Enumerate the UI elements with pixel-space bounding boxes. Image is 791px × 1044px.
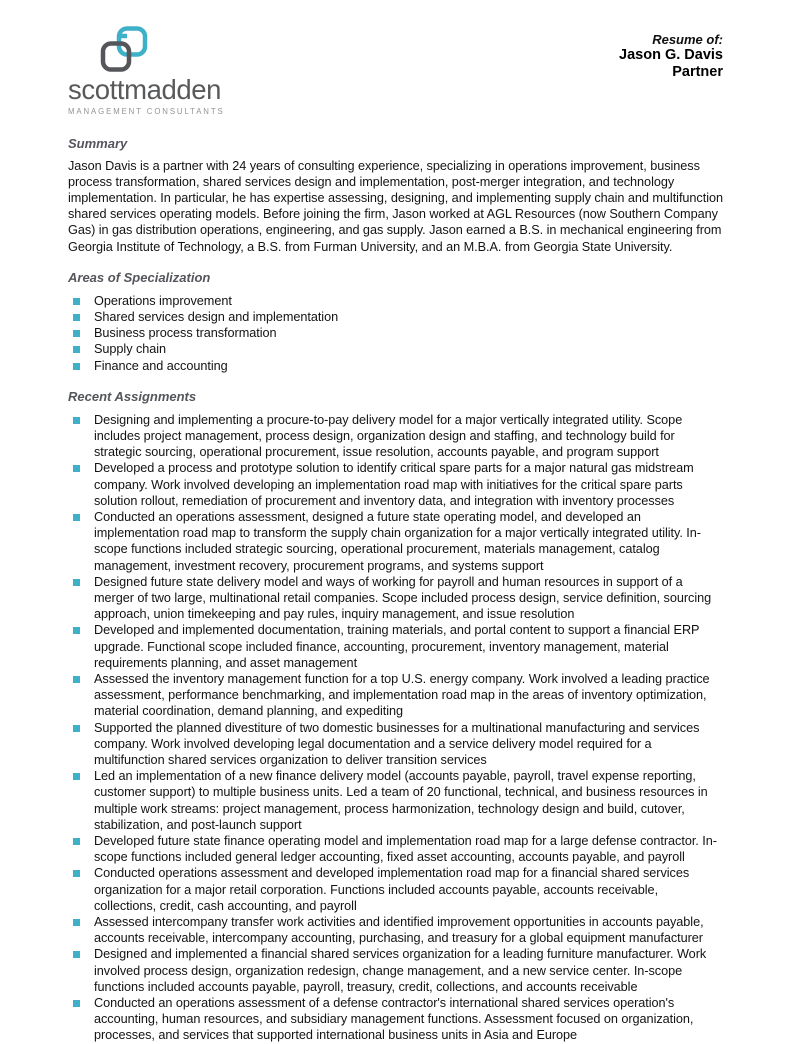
specialization-heading: Areas of Specialization bbox=[68, 269, 211, 285]
resume-of-block bbox=[619, 26, 723, 82]
specialization-list bbox=[68, 293, 723, 374]
specialization-item bbox=[68, 309, 723, 325]
bullet-square-icon bbox=[73, 1000, 80, 1007]
specialization-item-text: Shared services design and implementation bbox=[94, 309, 339, 324]
assignment-item bbox=[68, 622, 723, 671]
assignment-item-text: Designed and implemented a financial shared services organization for a leading furniture manufacturer. Work involved process design, organization redesign, change management, and a new service center. In-scope functions included accounts payable, payroll, treasury, credit, collections, and accounts receivable bbox=[94, 947, 707, 994]
bullet-square-icon bbox=[73, 725, 80, 732]
assignment-item bbox=[68, 509, 723, 574]
resume-of-label: Resume of: bbox=[652, 32, 723, 47]
assignment-item bbox=[68, 995, 723, 1044]
person-name: Jason G. Davis bbox=[619, 47, 723, 64]
brand-wordmark: scottmadden bbox=[68, 74, 222, 105]
bullet-square-icon bbox=[73, 298, 80, 305]
person-title: Partner bbox=[672, 64, 723, 81]
assignment-item bbox=[68, 574, 723, 623]
assignment-item bbox=[68, 865, 723, 914]
bullet-square-icon bbox=[73, 465, 80, 472]
summary-paragraph: Jason Davis is a partner with 24 years of consulting experience, specializing in operations improvement, business process transformation, shared services design and implementation, post-merger integration, and technology implementation. In particular, he has expertise assessing, designing, and implementing supply chain and multifunction shared services operating models. Before joining the firm, Jason worked at AGL Resources (now Southern Company Gas) in gas distribution operations, engineering, and gas supply. Jason earned a B.S. in mechanical engineering from Georgia Institute of Technology, a B.S. from Furman University, and an M.B.A. from Georgia State University. bbox=[68, 158, 723, 254]
bullet-square-icon bbox=[73, 870, 80, 877]
assignment-item bbox=[68, 914, 723, 946]
specialization-item bbox=[68, 293, 723, 309]
assignment-item-text: Designed future state delivery model and ways of working for payroll and human resources in support of a merger of two large, multinational retail companies. Scope included process design, service definition, sourcing approach, union timekeeping and pay rules, inquiry management, and issue resolution bbox=[94, 574, 712, 622]
summary-heading: Summary bbox=[68, 135, 128, 151]
assignment-item-text: Led an implementation of a new finance delivery model (accounts payable, payroll, travel expense reporting, customer support) to multiple business units. Led a team of 20 functional, technical, and business resources in multiple work streams: project management, process harmonization, technology design and build, cutover, stabilization, and post-launch support bbox=[94, 769, 708, 832]
assignment-item-text: Supported the planned divestiture of two domestic businesses for a multinational manufacturing and services company. Work involved developing legal documentation and a service delivery model required for a multifunction shared services organization to deliver transition services bbox=[94, 720, 700, 767]
specialization-item bbox=[68, 341, 723, 357]
assignment-item bbox=[68, 671, 723, 720]
assignment-item-text: Developed and implemented documentation, training materials, and portal content to support a financial ERP upgrade. Functional scope included finance, accounting, procurement, inventory management, material requirements planning, and asset management bbox=[94, 623, 700, 670]
section-summary bbox=[68, 136, 723, 255]
assignments-list bbox=[68, 412, 723, 1044]
bullet-square-icon bbox=[73, 417, 80, 424]
specialization-item-text: Operations improvement bbox=[94, 293, 232, 308]
specialization-item bbox=[68, 358, 723, 374]
assignment-item bbox=[68, 460, 723, 509]
specialization-item-text: Business process transformation bbox=[94, 326, 277, 341]
bullet-square-icon bbox=[73, 627, 80, 634]
assignment-item-text: Conducted operations assessment and developed implementation road map for a financial shared services organization for a major retail corporation. Functions included accounts payable, accounts receivable, collections, credit, cash accounting, and payroll bbox=[94, 866, 690, 913]
assignment-item-text: Conducted an operations assessment of a defense contractor's international shared services operation's accounting, human resources, and subsidiary management functions. Assessment focused on organization, processes, and services that supported international business units in Asia and Europe bbox=[94, 996, 694, 1043]
assignment-item-text: Developed a process and prototype solution to identify critical spare parts for a major natural gas midstream company. Work involved developing an implementation road map with initiatives for the critical spare parts solution rollout, remediation of procurement and inventory data, and integration with inventory processes bbox=[94, 461, 694, 508]
bullet-square-icon bbox=[73, 773, 80, 780]
bullet-square-icon bbox=[73, 676, 80, 683]
assignment-item-text: Designing and implementing a procure-to-pay delivery model for a major vertically integrated utility. Scope includes project management, process design, organization design and staffing, and technology build for strategic sourcing, operational procurement, issue resolution, accounts payable, and program support bbox=[94, 412, 683, 460]
assignment-item bbox=[68, 768, 723, 833]
assignment-item bbox=[68, 720, 723, 769]
assignment-item bbox=[68, 412, 723, 461]
specialization-item-text: Finance and accounting bbox=[94, 358, 228, 373]
specialization-item bbox=[68, 325, 723, 341]
brand-tagline: MANAGEMENT CONSULTANTS bbox=[68, 106, 225, 116]
bullet-square-icon bbox=[73, 314, 80, 321]
bullet-square-icon bbox=[73, 514, 80, 521]
assignment-item-text: Assessed the inventory management function for a top U.S. energy company. Work involved a leading practice assessment, performance benchmarking, and implementation road map in the areas of inventory optimization, material coordination, demand planning, and expediting bbox=[94, 671, 710, 719]
bullet-square-icon bbox=[73, 363, 80, 370]
assignment-item-text: Conducted an operations assessment, designed a future state operating model, and developed an implementation road map to transform the supply chain organization for a major vertically integrated utility. In-scope functions included strategic sourcing, operational procurement, materials management, catalog management, investment recovery, procurement programs, and systems support bbox=[94, 509, 701, 573]
assignment-item-text: Assessed intercompany transfer work activities and identified improvement opportunities in accounts payable, accounts receivable, intercompany accounting, purchasing, and treasury for a global equipment manufacturer bbox=[94, 915, 704, 946]
page-header bbox=[68, 26, 723, 116]
assignments-heading: Recent Assignments bbox=[68, 388, 197, 404]
bullet-square-icon bbox=[73, 579, 80, 586]
bullet-square-icon bbox=[73, 919, 80, 926]
bullet-square-icon bbox=[73, 838, 80, 845]
company-logo bbox=[68, 26, 227, 116]
logo-squares-icon bbox=[98, 26, 150, 74]
bullet-square-icon bbox=[73, 330, 80, 337]
section-assignments bbox=[68, 389, 723, 1044]
bullet-square-icon bbox=[73, 951, 80, 958]
bullet-square-icon bbox=[73, 346, 80, 353]
assignment-item bbox=[68, 833, 723, 865]
assignment-item bbox=[68, 946, 723, 995]
specialization-item-text: Supply chain bbox=[94, 342, 167, 357]
assignment-item-text: Developed future state finance operating model and implementation road map for a large defense contractor. In-scope functions included general ledger accounting, fixed asset accounting, accounts payable, and payroll bbox=[94, 834, 717, 865]
section-specialization bbox=[68, 270, 723, 374]
